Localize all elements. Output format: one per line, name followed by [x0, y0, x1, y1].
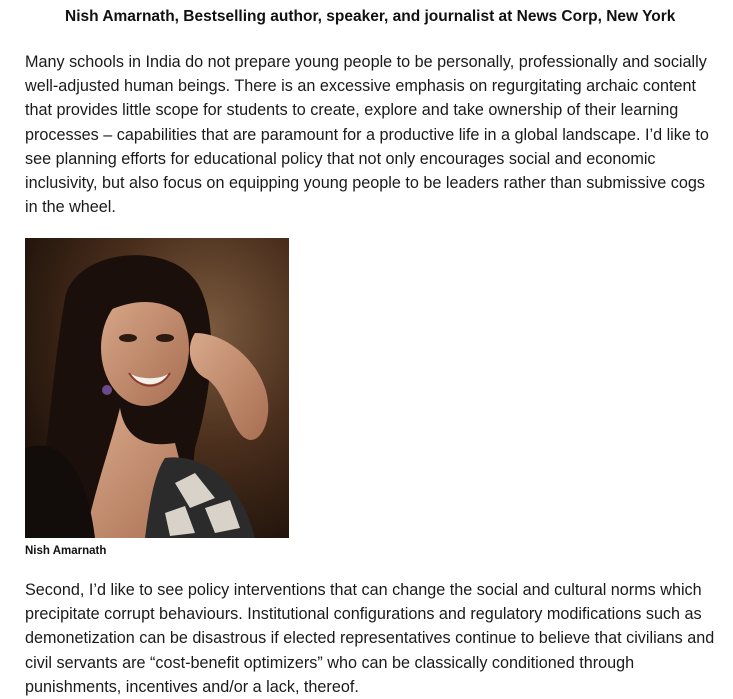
article-paragraph: Many schools in India do not prepare young people to be personally, professionally and socially well-adjusted human beings. There is an excessive emphasis on regurgitating archaic content that provides little scope for students to create, explore and take ownership of their learning processes – capabilities that are paramount for a productive life in a global landscape. I’d like to see planning efforts for educational policy that not only encourages social and economic inclusivity, but also focus on equipping young people to be leaders rather than submissive cogs in the wheel. — [25, 53, 709, 217]
author-photo — [25, 238, 289, 538]
author-byline: Nish Amarnath, Bestselling author, speaker, and journalist at News Corp, New York — [65, 8, 676, 25]
photo-caption: Nish Amarnath — [25, 545, 107, 557]
article-paragraph: Second, I’d like to see policy interventions that can change the social and cultural norms which precipitate corrupt behaviours. Institutional configurations and regulatory modifications such as demonetization can be disastrous if elected representatives continue to believe that civilians and civil servants are “cost-benefit optimizers” who can be classically conditioned through punishments, incentives and/or a lack, thereof. — [25, 581, 715, 696]
